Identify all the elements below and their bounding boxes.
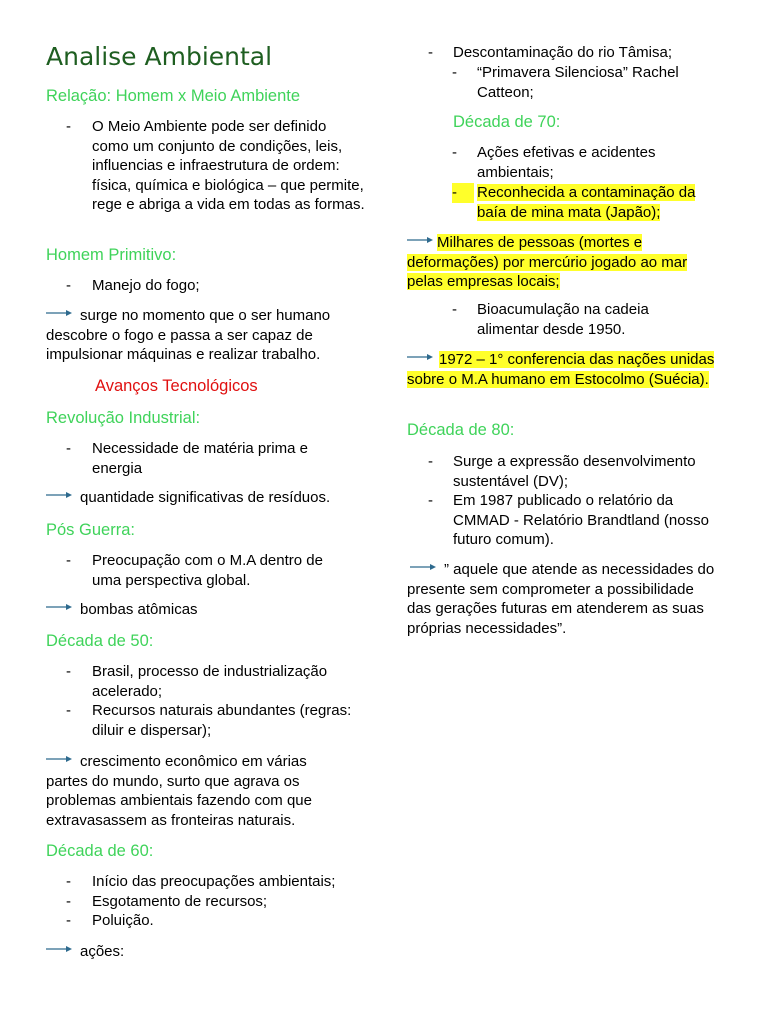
bullet-text: Poluição. (92, 912, 154, 929)
heading-decada-50: Década de 50: (46, 632, 154, 650)
dash-bullet: - (66, 440, 71, 457)
bullet-text: Manejo do fogo; (92, 277, 200, 294)
bullet-text: Descontaminação do rio Tâmisa; (453, 44, 672, 61)
dash-bullet: - (66, 873, 71, 890)
dash-bullet: - (66, 663, 71, 680)
dash-bullet: - (66, 552, 71, 569)
arrow-note-decada-70 (407, 233, 712, 292)
bullet-text: Surge a expressão desenvolvimento sustentável (DV); (453, 453, 696, 490)
dash-bullet: - (66, 277, 71, 294)
arrow-note-decada-60: ações: (80, 943, 125, 960)
bullet-text: Ações efetivas e acidentes ambientais; (477, 144, 656, 181)
highlighted-text: Milhares de pessoas (mortes e deformações) por mercúrio jogado ao mar pelas empresas locais; (407, 234, 688, 290)
dash-bullet: - (66, 912, 71, 929)
heading-relacao: Relação: Homem x Meio Ambiente (46, 87, 301, 105)
arrow-note-pos-guerra: bombas atômicas (80, 601, 198, 618)
dash-bullet: - (452, 301, 457, 318)
bullet-text: Brasil, processo de industrialização acelerado; (92, 663, 328, 700)
bullet-text: O Meio Ambiente pode ser definido como um conjunto de condições, leis, influencias e infraestrutura de ordem: física, química e biológica – que permite, rege e abriga a vida em todas as formas. (92, 118, 365, 213)
heading-decada-80: Década de 80: (407, 421, 515, 439)
right-arrow-icon (46, 603, 72, 611)
page-title: Analise Ambiental (46, 42, 273, 71)
arrow-note-homem: surge no momento que o ser humano descobre o fogo e passa a ser capaz de impulsionar máquinas e realizar trabalho. (46, 307, 331, 363)
dash-bullet: - (452, 183, 474, 203)
arrow-note-revolucao: quantidade significativas de resíduos. (80, 489, 331, 506)
dash-bullet: - (428, 492, 433, 509)
right-arrow-icon (46, 491, 72, 499)
dash-bullet: - (428, 44, 433, 61)
bullet-text: Início das preocupações ambientais; (92, 873, 336, 890)
highlighted-text: 1972 – 1° conferencia das nações unidas sobre o M.A humano em Estocolmo (Suécia). (407, 351, 715, 388)
highlighted-text: Reconhecida a contaminação da baía de mina mata (Japão); (477, 184, 696, 221)
dash-bullet: - (428, 453, 433, 470)
dash-bullet: - (452, 64, 457, 81)
heading-decada-60: Década de 60: (46, 842, 154, 860)
dash-bullet: - (452, 144, 457, 161)
bullet-text: Esgotamento de recursos; (92, 893, 268, 910)
bullet-text (477, 183, 717, 222)
heading-decada-70: Década de 70: (453, 113, 561, 131)
right-arrow-icon (46, 945, 72, 953)
bullet-text: Bioacumulação na cadeia alimentar desde 1950. (477, 301, 649, 338)
dash-bullet: - (66, 118, 71, 135)
heading-homem-primitivo: Homem Primitivo: (46, 246, 177, 264)
bullet-text: Preocupação com o M.A dentro de uma perspectiva global. (92, 552, 323, 589)
arrow-note-decada-80: ” aquele que atende as necessidades do presente sem comprometer a possibilidade das gerações futuras em atenderem as suas próprias necessidades”. (407, 561, 715, 637)
heading-avancos: Avanços Tecnológicos (95, 377, 258, 395)
bullet-text: “Primavera Silenciosa” Rachel Catteon; (477, 64, 679, 101)
arrow-note-decada-50: crescimento econômico em várias partes do mundo, surto que agrava os problemas ambientais fazendo com que extravasassem as fronteiras naturais. (46, 753, 312, 829)
heading-pos-guerra: Pós Guerra: (46, 521, 135, 539)
dash-bullet: - (66, 893, 71, 910)
bullet-text: Necessidade de matéria prima e energia (92, 440, 308, 477)
bullet-text: Recursos naturais abundantes (regras: diluir e dispersar); (92, 702, 352, 739)
arrow-note-conferencia (407, 350, 717, 389)
bullet-text: Em 1987 publicado o relatório da CMMAD - Relatório Brandtland (nosso futuro comum). (453, 492, 709, 548)
dash-bullet: - (66, 702, 71, 719)
heading-revolucao: Revolução Industrial: (46, 409, 201, 427)
